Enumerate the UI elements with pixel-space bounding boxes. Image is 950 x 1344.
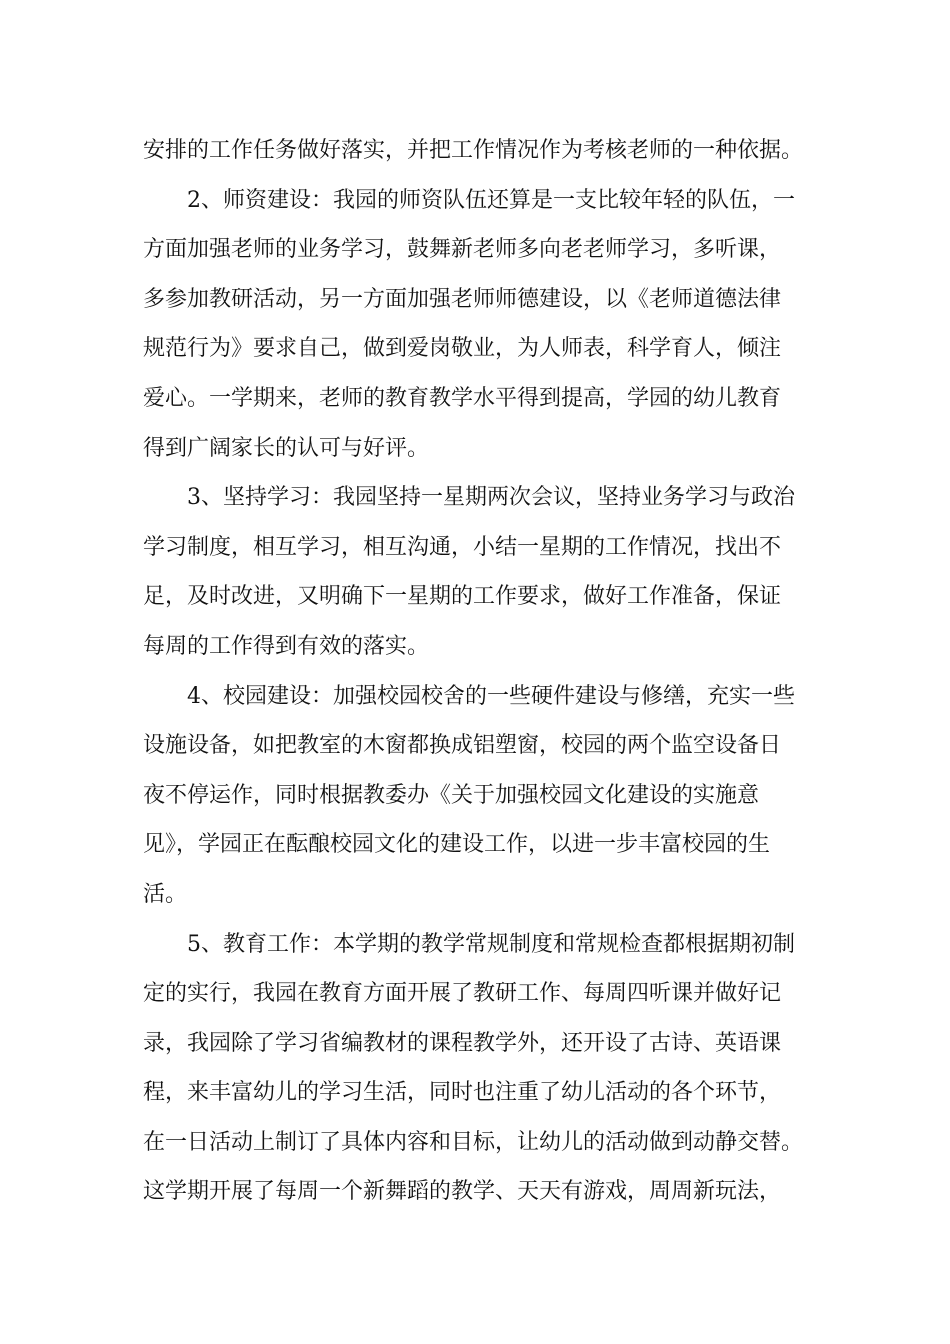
text-line: 学习制度，相互学习，相互沟通，小结一星期的工作情况，找出不 [143,534,782,560]
text-line: 安排的工作任务做好落实，并把工作情况作为考核老师的一种依据。 [143,138,804,163]
text-line: 这学期开展了每周一个新舞蹈的教学、天天有游戏，周周新玩法， [143,1179,782,1205]
text-line: 爱心。一学期来，老师的教育教学水平得到提高，学园的幼儿教育 [143,385,782,411]
text-line: 定的实行，我园在教育方面开展了教研工作、每周四听课并做好记 [143,981,782,1007]
text-line: 夜不停运作，同时根据教委办《关于加强校园文化建设的实施意 [143,782,760,808]
paragraph-start-line: 2、师资建设：我园的师资队伍还算是一支比较年轻的队伍，一 [187,187,795,213]
text-line: 每周的工作得到有效的落实。 [143,633,430,659]
document-body [143,126,823,1217]
text-line: 多参加教研活动，另一方面加强老师师德建设，以《老师道德法律 [143,286,782,312]
text-line: 设施设备，如把教室的木窗都换成铝塑窗，校园的两个监空设备日 [143,733,782,759]
text-line: 程，来丰富幼儿的学习生活，同时也注重了幼儿活动的各个环节， [143,1080,782,1106]
paragraph-start-line: 4、校园建设：加强校园校舍的一些硬件建设与修缮，充实一些 [187,683,795,709]
text-line: 足，及时改进，又明确下一星期的工作要求，做好工作准备，保证 [143,584,782,610]
text-line: 在一日活动上制订了具体内容和目标，让幼儿的活动做到动静交替。 [143,1129,804,1155]
text-line: 得到广阔家长的认可与好评。 [143,435,430,461]
text-line: 录，我园除了学习省编教材的课程教学外，还开设了古诗、英语课 [143,1030,782,1056]
text-line: 见》，学园正在酝酿校园文化的建设工作，以进一步丰富校园的生 [143,832,771,858]
text-line: 方面加强老师的业务学习，鼓舞新老师多向老老师学习，多听课， [143,237,782,263]
text-line: 活。 [143,881,188,907]
paragraph-start-line: 3、坚持学习：我园坚持一星期两次会议，坚持业务学习与政治 [187,485,795,511]
paragraph-start-line: 5、教育工作：本学期的教学常规制度和常规检查都根据期初制 [187,931,795,957]
text-line: 规范行为》要求自己，做到爱岗敬业，为人师表，科学育人，倾注 [143,336,782,362]
